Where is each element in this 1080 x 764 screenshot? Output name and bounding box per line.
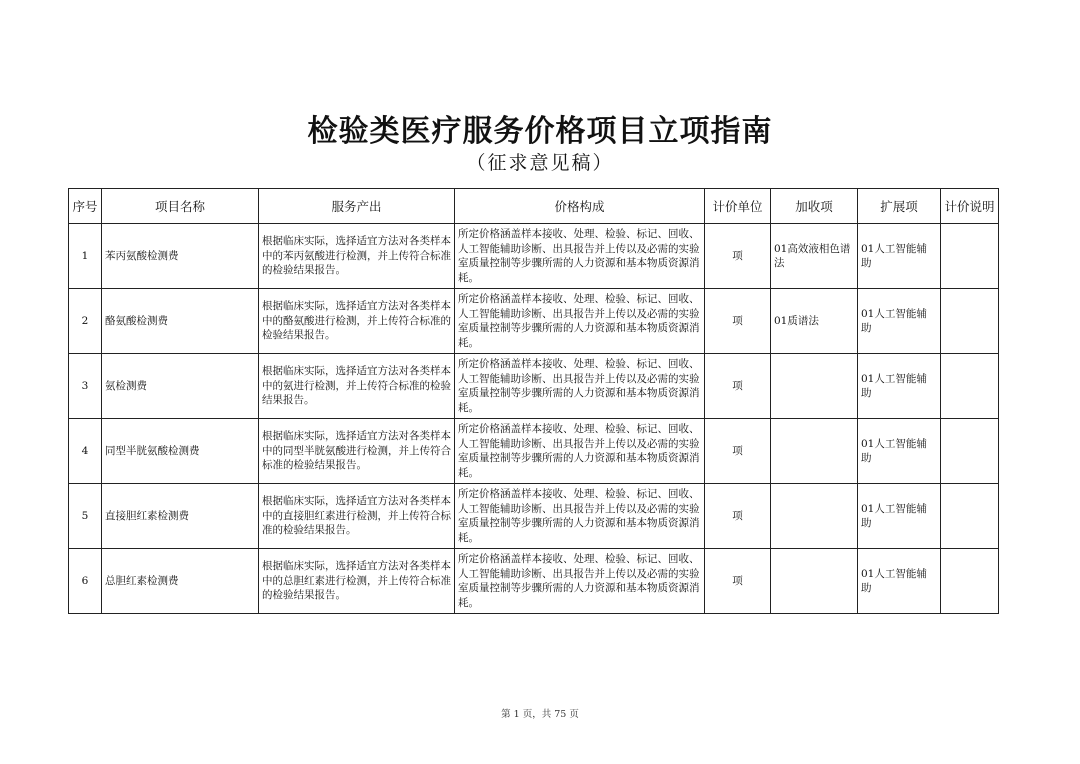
header-unit: 计价单位 xyxy=(705,189,771,224)
cell-extension: 01人工智能辅助 xyxy=(858,224,941,289)
header-extension: 扩展项 xyxy=(858,189,941,224)
header-price: 价格构成 xyxy=(455,189,705,224)
table-row xyxy=(69,224,999,289)
cell-price: 所定价格涵盖样本接收、处理、检验、标记、回收、人工智能辅助诊断、出具报告并上传以及必需的实验室质量控制等步骤所需的人力资源和基本物质资源消耗。 xyxy=(455,289,705,354)
cell-unit: 项 xyxy=(705,419,771,484)
cell-index: 3 xyxy=(69,354,102,419)
header-name: 项目名称 xyxy=(102,189,259,224)
header-output: 服务产出 xyxy=(259,189,455,224)
table-row xyxy=(69,289,999,354)
cell-name: 同型半胱氨酸检测费 xyxy=(102,419,259,484)
cell-price: 所定价格涵盖样本接收、处理、检验、标记、回收、人工智能辅助诊断、出具报告并上传以及必需的实验室质量控制等步骤所需的人力资源和基本物质资源消耗。 xyxy=(455,354,705,419)
cell-surcharge xyxy=(771,484,858,549)
cell-output: 根据临床实际，选择适宜方法对各类样本中的苯丙氨酸进行检测，并上传符合标准的检验结果报告。 xyxy=(259,224,455,289)
cell-note xyxy=(941,484,999,549)
cell-note xyxy=(941,549,999,614)
cell-unit: 项 xyxy=(705,289,771,354)
cell-extension: 01人工智能辅助 xyxy=(858,289,941,354)
cell-surcharge xyxy=(771,419,858,484)
table-row xyxy=(69,419,999,484)
table-row xyxy=(69,484,999,549)
cell-unit: 项 xyxy=(705,549,771,614)
cell-index: 4 xyxy=(69,419,102,484)
document-subtitle: （征求意见稿） xyxy=(466,152,614,174)
table-row xyxy=(69,354,999,419)
page-number: 第 1 页，共 75 页 xyxy=(501,709,579,720)
cell-price: 所定价格涵盖样本接收、处理、检验、标记、回收、人工智能辅助诊断、出具报告并上传以及必需的实验室质量控制等步骤所需的人力资源和基本物质资源消耗。 xyxy=(455,224,705,289)
cell-price: 所定价格涵盖样本接收、处理、检验、标记、回收、人工智能辅助诊断、出具报告并上传以及必需的实验室质量控制等步骤所需的人力资源和基本物质资源消耗。 xyxy=(455,549,705,614)
cell-name: 苯丙氨酸检测费 xyxy=(102,224,259,289)
cell-output: 根据临床实际，选择适宜方法对各类样本中的总胆红素进行检测，并上传符合标准的检验结果报告。 xyxy=(259,549,455,614)
cell-surcharge: 01高效液相色谱法 xyxy=(771,224,858,289)
cell-index: 6 xyxy=(69,549,102,614)
cell-name: 酪氨酸检测费 xyxy=(102,289,259,354)
cell-note xyxy=(941,354,999,419)
cell-extension: 01人工智能辅助 xyxy=(858,484,941,549)
cell-extension: 01人工智能辅助 xyxy=(858,549,941,614)
cell-index: 2 xyxy=(69,289,102,354)
cell-index: 5 xyxy=(69,484,102,549)
cell-surcharge xyxy=(771,549,858,614)
cell-unit: 项 xyxy=(705,484,771,549)
header-surcharge: 加收项 xyxy=(771,189,858,224)
cell-extension: 01人工智能辅助 xyxy=(858,419,941,484)
cell-name: 氨检测费 xyxy=(102,354,259,419)
cell-name: 直接胆红素检测费 xyxy=(102,484,259,549)
table-header-row xyxy=(69,189,999,224)
cell-surcharge: 01质谱法 xyxy=(771,289,858,354)
cell-output: 根据临床实际，选择适宜方法对各类样本中的酪氨酸进行检测，并上传符合标准的检验结果报告。 xyxy=(259,289,455,354)
header-note: 计价说明 xyxy=(941,189,999,224)
document-title: 检验类医疗服务价格项目立项指南 xyxy=(307,114,773,149)
cell-note xyxy=(941,419,999,484)
cell-note xyxy=(941,289,999,354)
cell-extension: 01人工智能辅助 xyxy=(858,354,941,419)
cell-note xyxy=(941,224,999,289)
cell-output: 根据临床实际，选择适宜方法对各类样本中的直接胆红素进行检测，并上传符合标准的检验结果报告。 xyxy=(259,484,455,549)
header-index: 序号 xyxy=(69,189,102,224)
cell-output: 根据临床实际，选择适宜方法对各类样本中的氨进行检测，并上传符合标准的检验结果报告。 xyxy=(259,354,455,419)
cell-name: 总胆红素检测费 xyxy=(102,549,259,614)
cell-index: 1 xyxy=(69,224,102,289)
pricing-table xyxy=(68,188,999,614)
cell-surcharge xyxy=(771,354,858,419)
cell-price: 所定价格涵盖样本接收、处理、检验、标记、回收、人工智能辅助诊断、出具报告并上传以及必需的实验室质量控制等步骤所需的人力资源和基本物质资源消耗。 xyxy=(455,484,705,549)
cell-unit: 项 xyxy=(705,354,771,419)
cell-output: 根据临床实际，选择适宜方法对各类样本中的同型半胱氨酸进行检测，并上传符合标准的检验结果报告。 xyxy=(259,419,455,484)
cell-price: 所定价格涵盖样本接收、处理、检验、标记、回收、人工智能辅助诊断、出具报告并上传以及必需的实验室质量控制等步骤所需的人力资源和基本物质资源消耗。 xyxy=(455,419,705,484)
table-row xyxy=(69,549,999,614)
cell-unit: 项 xyxy=(705,224,771,289)
